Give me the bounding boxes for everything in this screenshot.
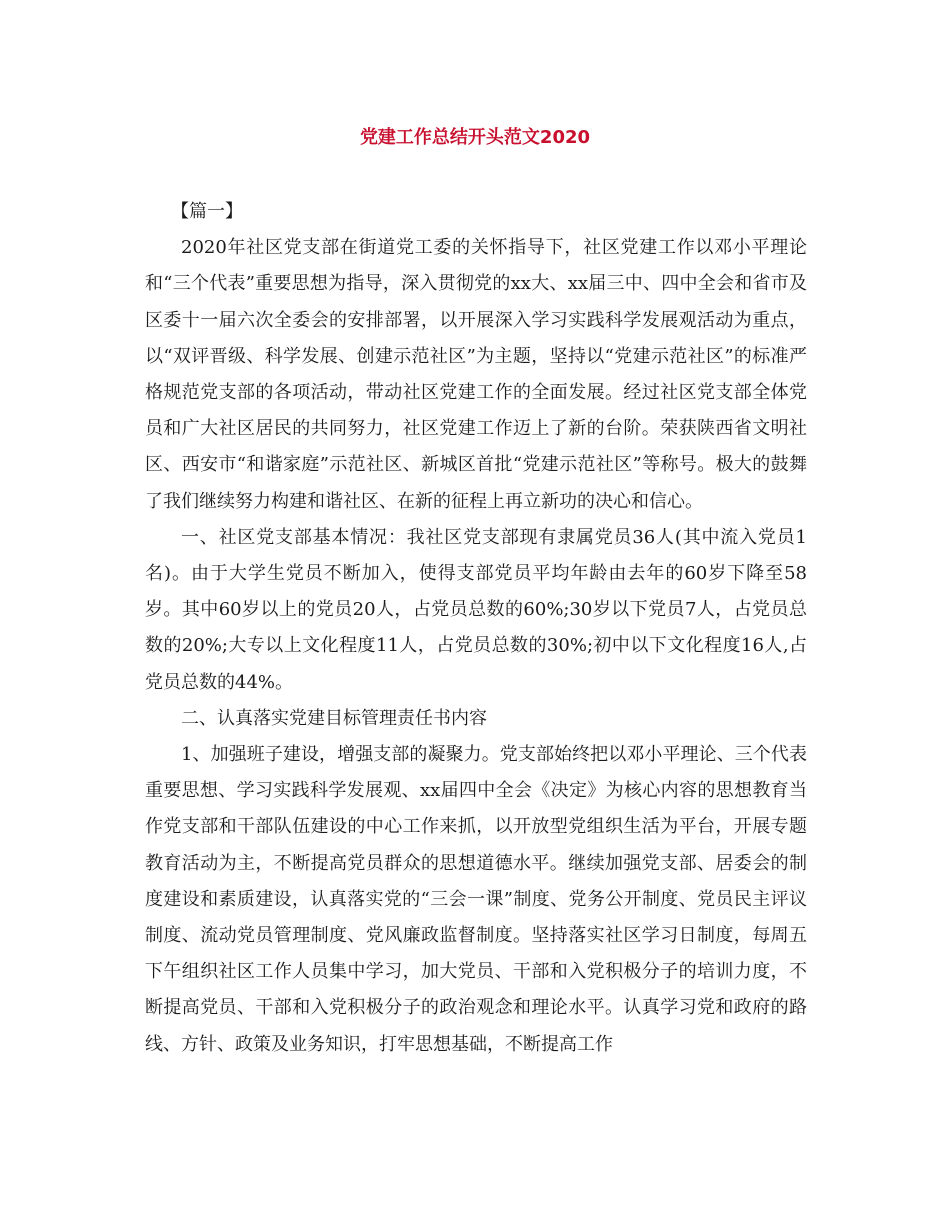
paragraph-team-building: 1、加强班子建设，增强支部的凝聚力。党支部始终把以邓小平理论、三个代表重要思想、学习实践科学发展观、xx届四中全会《决定》为核心内容的思想教育当作党支部和干部队伍建设的中心工作来抓，以开放型党组织生活为平台，开展专题教育活动为主，不断提高党员群众的思想道德水平。继续加强党支部、居委会的制度建设和素质建设，认真落实党的“三会一课”制度、党务公开制度、党员民主评议制度、流动党员管理制度、党风廉政监督制度。坚持落实社区学习日制度，每周五下午组织社区工作人员集中学习，加大党员、干部和入党积极分子的培训力度，不断提高党员、干部和入党积极分子的政治观念和理论水平。认真学习党和政府的路线、方针、政策及业务知识，打牢思想基础，不断提高工作 xyxy=(145,744,807,1055)
section-label: 【篇一】 xyxy=(171,201,243,222)
paragraph-basic-info: 一、社区党支部基本情况：我社区党支部现有隶属党员36人(其中流入党员1名)。由于大学生党员不断加入，使得支部党员平均年龄由去年的60岁下降至58岁。其中60岁以上的党员20人，占党员总数的60%;30岁以下党员7人，占党员总数的20%;大专以上文化程度11人，占党员总数的30%;初中以下文化程度16人,占党员总数的44%。 xyxy=(145,526,807,693)
document-body xyxy=(145,194,807,1063)
paragraph-heading-two: 二、认真落实党建目标管理责任书内容 xyxy=(181,707,487,729)
document-title: 党建工作总结开头范文2020 xyxy=(359,127,591,148)
paragraph-intro: 2020年社区党支部在街道党工委的关怀指导下，社区党建工作以邓小平理论和“三个代表”重要思想为指导，深入贯彻党的xx大、xx届三中、四中全会和省市及区委十一届六次全委会的安排部署，以开展深入学习实践科学发展观活动为重点，以“双评晋级、科学发展、创建示范社区”为主题，坚持以“党建示范社区”的标准严格规范党支部的各项活动，带动社区党建工作的全面发展。经过社区党支部全体党员和广大社区居民的共同努力，社区党建工作迈上了新的台阶。荣获陕西省文明社区、西安市“和谐家庭”示范社区、新城区首批“党建示范社区”等称号。极大的鼓舞了我们继续努力构建和谐社区、在新的征程上再立新功的决心和信心。 xyxy=(145,237,807,512)
